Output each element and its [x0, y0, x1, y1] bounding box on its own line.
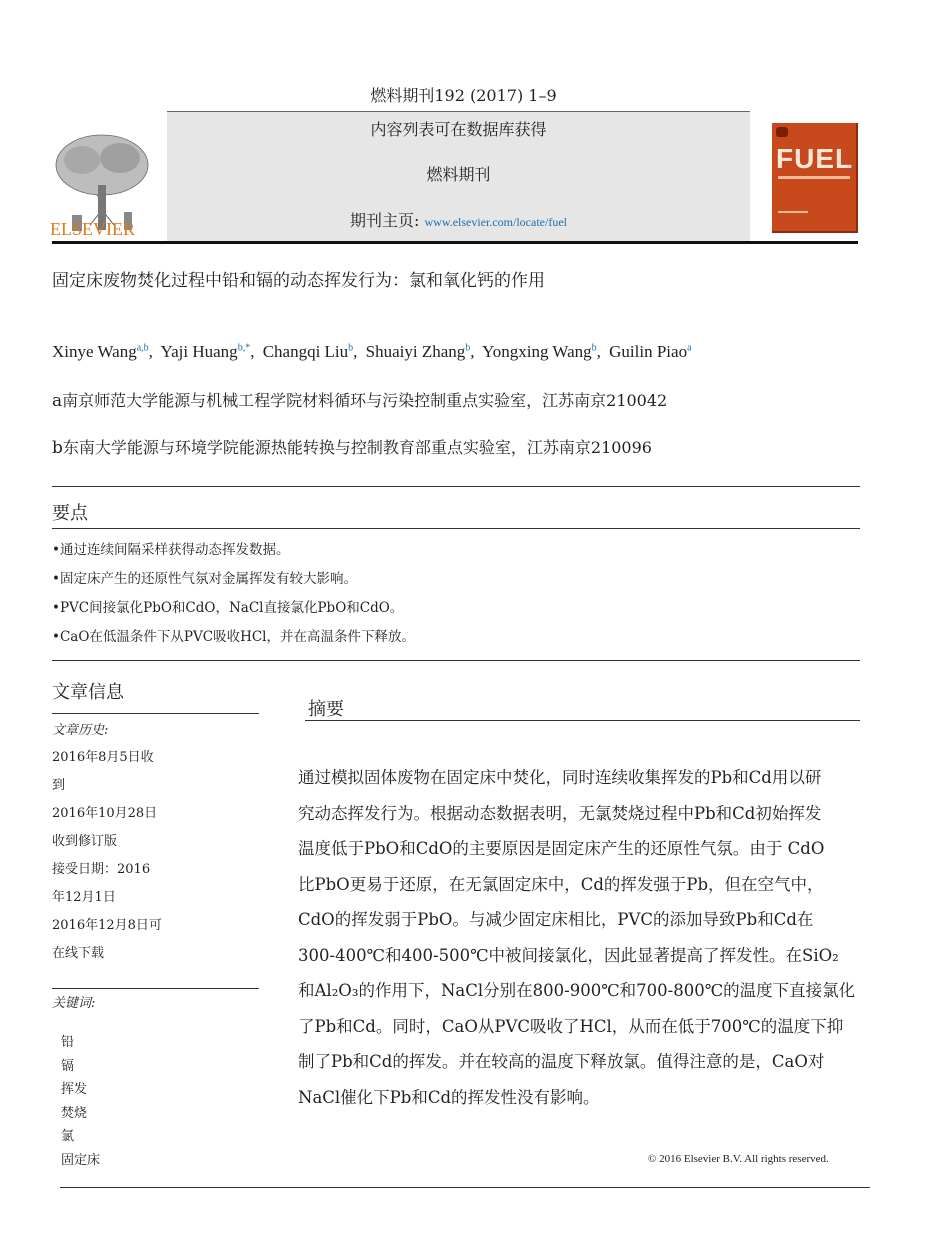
- affiliation-a: a南京师范大学能源与机械工程学院材料循环与污染控制重点实验室，江苏南京210042: [52, 391, 668, 411]
- abstract-line: 究动态挥发行为。根据动态数据表明，无氯焚烧过程中Pb和Cd初始挥发: [298, 803, 822, 823]
- header-divider: [52, 241, 858, 244]
- history-line: 在线下载: [52, 946, 105, 961]
- author[interactable]: Shuaiyi Zhang$^b$: [365, 342, 471, 361]
- highlight-item: •PVC间接氯化PbO和CdO，NaCl直接氯化PbO和CdO。: [52, 600, 404, 616]
- abstract-line: NaCl催化下Pb和Cd的挥发性没有影响。: [298, 1087, 600, 1107]
- history-line: 2016年10月28日: [52, 806, 158, 821]
- keyword[interactable]: 固定床: [61, 1152, 101, 1168]
- author[interactable]: Guilin Piao$^a$: [609, 342, 692, 361]
- history-line: 收到修订版: [52, 834, 118, 849]
- author[interactable]: Changqi Liu$^b$: [262, 342, 354, 361]
- abstract-line: 300-400℃和400-500℃中被间接氯化，因此显著提高了挥发性。在SiO₂: [298, 945, 839, 965]
- history-line: 年12月1日: [52, 890, 116, 905]
- abstract-line: 温度低于PbO和CdO的主要原因是固定床产生的还原性气氛。由于 CdO: [298, 839, 825, 858]
- author[interactable]: Yongxing Wang$^b$: [482, 342, 597, 361]
- journal-homepage: [167, 208, 750, 231]
- keyword[interactable]: 焚烧: [61, 1105, 88, 1121]
- divider: [52, 713, 259, 714]
- abstract-line: 比PbO更易于还原，在无氯固定床中，Cd的挥发强于Pb，但在空气中，: [298, 874, 824, 894]
- keyword[interactable]: 氯: [61, 1129, 75, 1144]
- copyright-notice: © 2016 Elsevier B.V. All rights reserved.: [648, 1153, 829, 1165]
- elsevier-logo-text: ELSEVIER: [50, 219, 135, 239]
- homepage-label: 期刊主页:: [350, 211, 425, 230]
- keywords-label: 关键词:: [52, 996, 96, 1011]
- divider: [305, 720, 860, 721]
- abstract-line: CdO的挥发弱于PbO。与减少固定床相比，PVC的添加导致Pb和Cd在: [298, 910, 814, 929]
- keyword[interactable]: 铅: [61, 1035, 75, 1050]
- highlight-item: •通过连续间隔采样获得动态挥发数据。: [52, 542, 290, 558]
- cover-subtitle-bar: [778, 176, 850, 179]
- history-line: 接受日期：2016: [52, 862, 151, 877]
- keywords-list: [61, 1031, 100, 1172]
- affiliation-b: b东南大学能源与环境学院能源热能转换与控制教育部重点实验室，江苏南京210096: [52, 438, 652, 458]
- history-line: 到: [52, 778, 66, 793]
- journal-name: 燃料期刊: [426, 165, 491, 184]
- article-title: 固定床废物焚化过程中铅和镉的动态挥发行为：氯和氧化钙的作用: [52, 271, 545, 291]
- divider: [52, 486, 860, 487]
- article-info-heading: 文章信息: [52, 682, 124, 703]
- keyword[interactable]: 镉: [61, 1058, 75, 1074]
- divider: [52, 660, 860, 661]
- abstract-heading: 摘要: [308, 699, 344, 720]
- journal-reference: 燃料期刊192 (2017) 1–9: [370, 86, 557, 105]
- contents-availability: 内容列表可在数据库获得: [370, 120, 547, 139]
- highlights-heading: 要点: [52, 503, 88, 524]
- abstract-line: 制了Pb和Cd的挥发。并在较高的温度下释放氯。值得注意的是，CaO对: [298, 1052, 825, 1071]
- history-label: 文章历史:: [52, 723, 109, 738]
- author-list: Xinye Wang$^{a,b}$, Yaji Huang$^{b,*}$, Changqi Liu$^b$, Shuaiyi Zhang$^b$, Yongxing Wang$^b$, Guilin Piao$^a$: [52, 342, 692, 361]
- abstract-line: 和Al₂O₃的作用下，NaCl分别在800-900℃和700-800℃的温度下直接氯化: [298, 981, 856, 1000]
- author[interactable]: Xinye Wang$^{a,b}$: [52, 342, 149, 361]
- keyword[interactable]: 挥发: [61, 1082, 88, 1097]
- highlight-item: •CaO在低温条件下从PVC吸收HCl，并在高温条件下释放。: [52, 629, 415, 645]
- article-history: [52, 744, 182, 968]
- cover-footer-bar: [778, 211, 808, 213]
- abstract-body: [298, 760, 878, 1115]
- abstract-line: 通过模拟固体废物在固定床中焚化，同时连续收集挥发的Pb和Cd用以研: [298, 768, 822, 787]
- divider: [52, 528, 860, 529]
- history-line: 2016年12月8日可: [52, 918, 162, 933]
- author[interactable]: Yaji Huang$^{b,*}$: [160, 342, 251, 361]
- journal-cover[interactable]: [772, 123, 858, 233]
- highlights-list: [52, 540, 415, 656]
- cover-publisher-mark: [776, 127, 788, 137]
- divider: [60, 1187, 870, 1188]
- history-line: 2016年8月5日收: [52, 750, 154, 765]
- cover-title: FUEL: [776, 143, 854, 174]
- homepage-link[interactable]: www.elsevier.com/locate/fuel: [424, 215, 567, 229]
- journal-header-box: [167, 111, 750, 242]
- divider: [52, 988, 259, 989]
- highlight-item: •固定床产生的还原性气氛对金属挥发有较大影响。: [52, 571, 357, 587]
- abstract-line: 了Pb和Cd。同时，CaO从PVC吸收了HCl，从而在低于700℃的温度下抑: [298, 1016, 844, 1036]
